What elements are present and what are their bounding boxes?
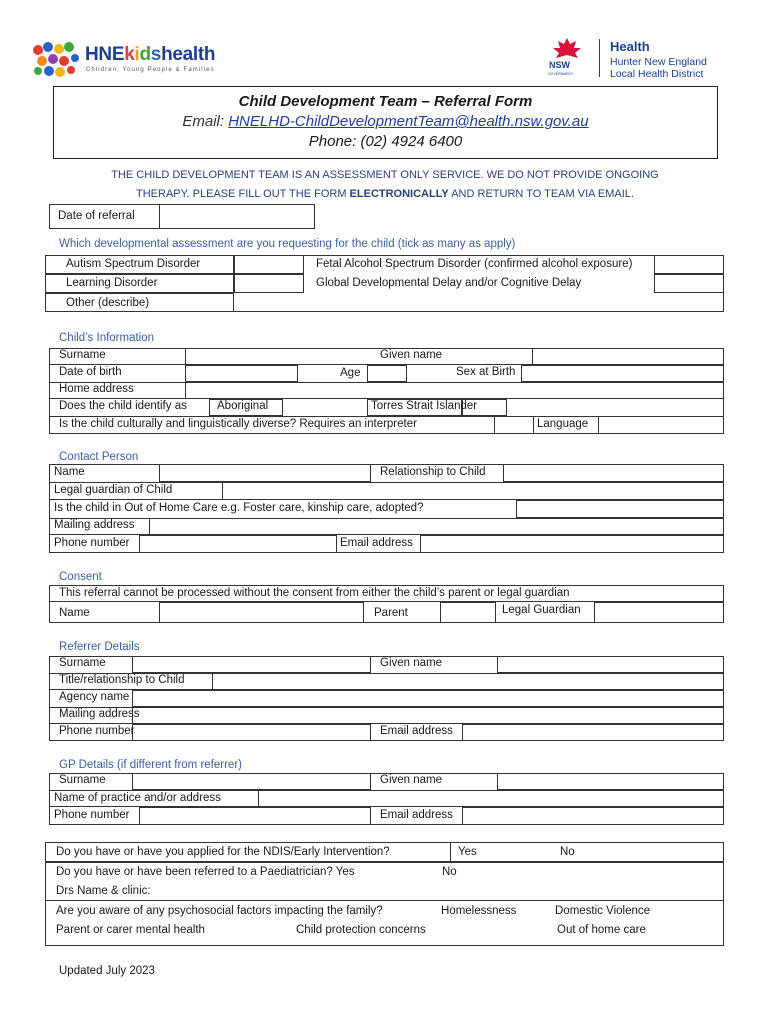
assessment-heading: Which developmental assessment are you requesting for the child (tick as many as apply): [59, 238, 516, 250]
child-dob-input[interactable]: [185, 365, 298, 382]
child-protection-option[interactable]: Child protection concerns: [296, 924, 426, 936]
district-name: Hunter New England Local Health District: [610, 56, 707, 80]
interpreter-tick-box[interactable]: [494, 416, 534, 434]
gp-given-name-label: Given name: [380, 774, 443, 786]
nsw-text: NSW: [549, 60, 570, 70]
hne-tagline: Children, Young People & Families: [86, 67, 215, 73]
ndis-answer-cell[interactable]: [450, 842, 724, 862]
consent-heading: Consent: [59, 571, 102, 583]
referrer-given-name-label: Given name: [380, 657, 443, 669]
nsw-government-text: GOVERNMENT: [548, 72, 574, 76]
contact-name-label: Name: [54, 466, 85, 478]
autism-tick-box[interactable]: [234, 255, 304, 274]
other-label: Other (describe): [66, 297, 150, 309]
child-age-label: Age: [340, 367, 361, 379]
contact-email-input[interactable]: [420, 535, 724, 553]
learning-tick-box[interactable]: [234, 274, 304, 293]
child-age-input[interactable]: [367, 365, 407, 382]
global-tick-box[interactable]: [654, 274, 724, 293]
aboriginal-label: Aboriginal: [217, 400, 269, 412]
parent-label: Parent: [374, 607, 408, 619]
nsw-health-logo: [545, 36, 735, 84]
service-notice: THE CHILD DEVELOPMENT TEAM IS AN ASSESSMENT ONLY SERVICE. WE DO NOT PROVIDE ONGOING THERAPY. PLEASE FILL OUT THE FORM ELECTRONICALLY AND RETURN TO TEAM VIA EMAIL.: [111, 169, 659, 200]
puzzle-children-icon: [30, 40, 82, 80]
referrer-email-input[interactable]: [462, 724, 724, 741]
contact-mailing-input[interactable]: [149, 518, 724, 535]
contact-email-label: Email address: [340, 537, 413, 549]
consent-name-input[interactable]: [159, 602, 364, 623]
hnekidshealth-logo: [30, 40, 255, 80]
tsi-label: Torres Strait Islander: [371, 400, 478, 412]
parent-tick-box[interactable]: [440, 602, 496, 623]
contact-relationship-input[interactable]: [503, 464, 724, 482]
child-sex-label: Sex at Birth: [456, 366, 516, 378]
referrer-email-label: Email address: [380, 725, 453, 737]
date-of-referral-input[interactable]: [159, 204, 315, 229]
health-title: Health: [610, 39, 650, 54]
child-given-name-label: Given name: [380, 349, 443, 361]
gp-practice-input[interactable]: [258, 790, 724, 807]
agency-name-input[interactable]: [132, 690, 724, 707]
date-of-referral-label: Date of referral: [58, 210, 135, 222]
child-dob-label: Date of birth: [59, 366, 122, 378]
gp-heading: GP Details (if different from referrer): [59, 759, 242, 771]
gp-surname-label: Surname: [59, 774, 106, 786]
global-label: Global Developmental Delay and/or Cognitive Delay: [316, 277, 582, 289]
referrer-mailing-input[interactable]: [132, 707, 724, 724]
mental-health-option[interactable]: Parent or carer mental health: [56, 924, 205, 936]
legal-guardian-tick-box[interactable]: [594, 602, 724, 623]
email-line: Email: HNELHD-ChildDevelopmentTeam@health.nsw.gov.au: [182, 113, 589, 130]
contact-name-input[interactable]: [159, 464, 371, 482]
contact-phone-input[interactable]: [139, 535, 337, 553]
language-label: Language: [537, 418, 589, 430]
updated-date: Updated July 2023: [59, 965, 155, 977]
paediatrician-no-option[interactable]: No: [442, 866, 457, 878]
homelessness-option[interactable]: Homelessness: [441, 905, 517, 917]
psychosocial-question: Are you aware of any psychosocial factors impacting the family?: [56, 905, 383, 917]
gp-surname-input[interactable]: [132, 773, 371, 790]
drs-name-label: Drs Name & clinic:: [56, 885, 151, 897]
child-address-input[interactable]: [185, 382, 724, 399]
child-sex-input[interactable]: [521, 365, 724, 382]
child-surname-input[interactable]: [185, 348, 533, 365]
child-address-label: Home address: [59, 383, 134, 395]
legal-guardian-input[interactable]: [222, 482, 724, 500]
out-of-home-care-option[interactable]: Out of home care: [557, 924, 646, 936]
logo-divider: [599, 39, 600, 77]
gp-phone-input[interactable]: [139, 807, 371, 825]
contact-relationship-label: Relationship to Child: [380, 466, 486, 478]
title-box: [53, 86, 718, 159]
referrer-mailing-label: Mailing address: [59, 708, 140, 720]
referrer-title-input[interactable]: [212, 673, 724, 690]
ohc-input[interactable]: [516, 500, 724, 518]
gp-given-name-input[interactable]: [497, 773, 724, 790]
ndis-yes-option[interactable]: Yes: [458, 846, 477, 858]
cald-label: Is the child culturally and linguistically diverse? Requires an interpreter: [59, 418, 417, 430]
child-surname-label: Surname: [59, 349, 106, 361]
contact-phone-label: Phone number: [54, 537, 130, 549]
phone-line: Phone: (02) 4924 6400: [308, 133, 463, 150]
referrer-heading: Referrer Details: [59, 641, 140, 653]
fasd-label: Fetal Alcohol Spectrum Disorder (confirmed alcohol exposure): [316, 258, 633, 270]
referrer-phone-label: Phone number: [59, 725, 135, 737]
legal-guardian-label: Legal guardian of Child: [54, 484, 173, 496]
hne-brand-name: HNEkidshealth: [85, 44, 216, 65]
fasd-tick-box[interactable]: [654, 255, 724, 274]
gp-practice-label: Name of practice and/or address: [54, 792, 221, 804]
paediatrician-question: Do you have or have been referred to a Paediatrician? Yes: [56, 866, 355, 878]
consent-name-label: Name: [59, 607, 90, 619]
gp-email-input[interactable]: [462, 807, 724, 825]
ohc-label: Is the child in Out of Home Care e.g. Foster care, kinship care, adopted?: [54, 502, 424, 514]
waratah-icon: [547, 36, 587, 60]
child-identify-label: Does the child identify as: [59, 400, 187, 412]
referrer-phone-input[interactable]: [132, 724, 371, 741]
referrer-surname-input[interactable]: [132, 656, 371, 673]
autism-label: Autism Spectrum Disorder: [66, 258, 201, 270]
email-link[interactable]: HNELHD-ChildDevelopmentTeam@health.nsw.gov.au: [228, 113, 589, 130]
gp-email-label: Email address: [380, 809, 453, 821]
form-title: Child Development Team – Referral Form: [238, 93, 533, 110]
learning-label: Learning Disorder: [66, 277, 158, 289]
consent-statement: This referral cannot be processed without the consent from either the child’s parent or legal guardian: [59, 587, 570, 599]
referrer-given-name-input[interactable]: [497, 656, 724, 673]
ndis-question: Do you have or have you applied for the NDIS/Early Intervention?: [56, 846, 390, 858]
referrer-title-label: Title/relationship to Child: [59, 674, 185, 686]
domestic-violence-option[interactable]: Domestic Violence: [555, 905, 651, 917]
contact-mailing-label: Mailing address: [54, 519, 135, 531]
child-info-heading: Child’s Information: [59, 332, 155, 344]
referrer-surname-label: Surname: [59, 657, 106, 669]
ndis-no-option[interactable]: No: [560, 846, 575, 858]
language-input[interactable]: [598, 416, 724, 434]
legal-guardian-consent-label: Legal Guardian: [502, 604, 581, 616]
contact-heading: Contact Person: [59, 451, 139, 463]
gp-phone-label: Phone number: [54, 809, 130, 821]
agency-name-label: Agency name: [59, 691, 130, 703]
